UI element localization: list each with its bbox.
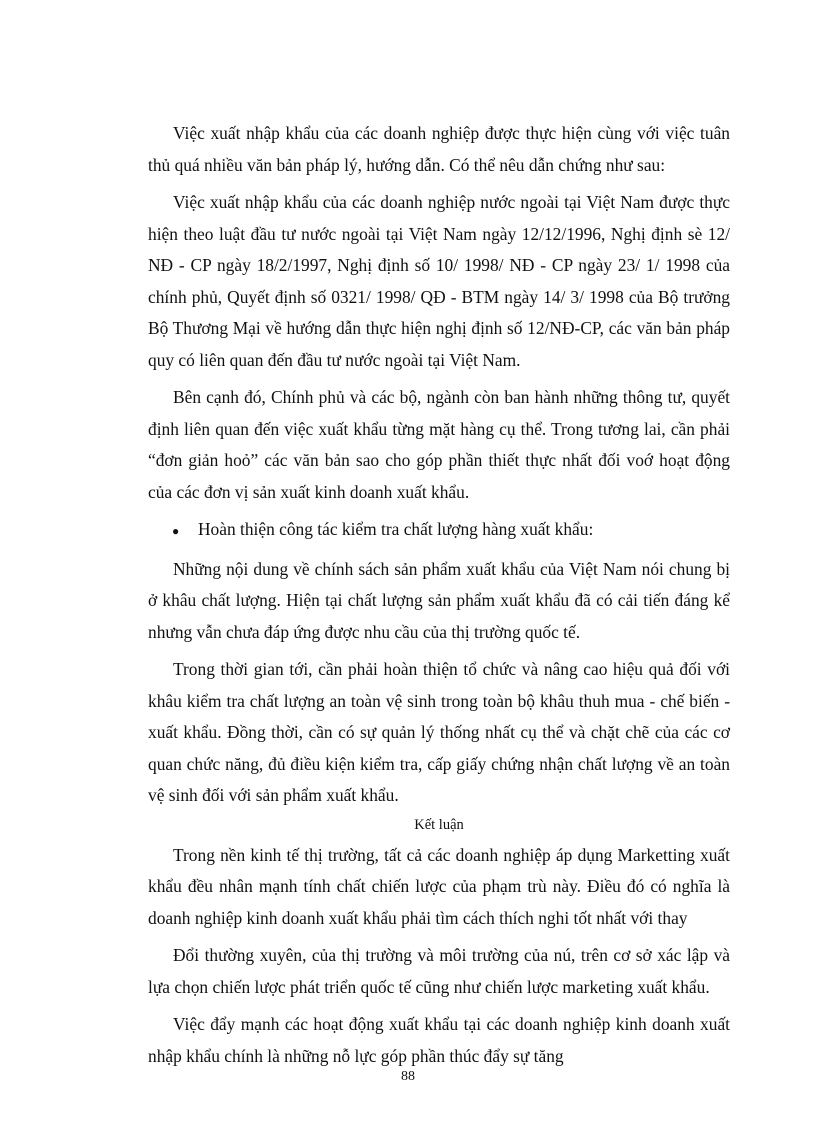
paragraph-4: Những nội dung về chính sách sản phẩm xuất khẩu của Việt Nam nói chung bị ở khâu chất lượng. Hiện tại chất lượng sản phẩm xuất khẩu đã có cải tiến đáng kể nhưng vẫn chưa đáp ứng được nhu cầu của thị trường quốc tế. [148, 558, 730, 642]
paragraph-3: Bên cạnh đó, Chính phủ và các bộ, ngành còn ban hành những thông tư, quyết định liên quan đến việc xuất khẩu từng mặt hàng cụ thể. Trong tương lai, cần phải “đơn giản hoỏ” các văn bản sao cho góp phần thiết thực nhất đối voớ hoạt động của các đơn vị sản xuất kinh doanh xuất khẩu. [148, 387, 730, 502]
page-number: 88 [401, 1069, 415, 1084]
paragraph-1: Việc xuất nhập khẩu của các doanh nghiệp được thực hiện cùng với việc tuân thủ quá nhiều văn bản pháp lý, hướng dẫn. Có thể nêu dẫn chứng như sau: [148, 123, 730, 175]
bullet-item [148, 514, 730, 548]
paragraph-7: Đổi thường xuyên, của thị trường và môi trường của nú, trên cơ sở xác lập và lựa chọn chiến lược phát triển quốc tế cũng như chiến lược marketing xuất khẩu. [148, 945, 730, 997]
bullet-text: Hoàn thiện công tác kiểm tra chất lượng hàng xuất khẩu: [198, 519, 594, 539]
bullet-dot-icon: ● [172, 524, 180, 538]
section-heading: Kết luận [414, 816, 464, 833]
paragraph-2: Việc xuất nhập khẩu của các doanh nghiệp nước ngoài tại Việt Nam được thực hiện theo luật đầu tư nước ngoài tại Việt Nam ngày 12/12/1996, Nghị định sè 12/ NĐ - CP ngày 18/2/1997, Nghị định số 10/ 1998/ NĐ - CP ngày 23/ 1/ 1998 của chính phủ, Quyết định số 0321/ 1998/ QĐ - BTM ngày 14/ 3/ 1998 của Bộ trưởng Bộ Thương Mại về hướng dẫn thực hiện nghị định số 12/NĐ-CP, các văn bản pháp quy có liên quan đến đầu tư nước ngoài tại Việt Nam. [148, 192, 730, 370]
paragraph-8: Việc đẩy mạnh các hoạt động xuất khẩu tại các doanh nghiệp kinh doanh xuất nhập khẩu chính là những nỗ lực góp phần thúc đẩy sự tăng [148, 1014, 730, 1066]
paragraph-6: Trong nền kinh tế thị trường, tất cả các doanh nghiệp áp dụng Marketting xuất khẩu đều nhân mạnh tính chất chiến lược của phạm trù này. Điều đó có nghĩa là doanh nghiệp kinh doanh xuất khẩu phải tìm cách thích nghi tốt nhất với thay [148, 844, 730, 928]
document-body [148, 118, 730, 1078]
paragraph-5: Trong thời gian tới, cần phải hoàn thiện tổ chức và nâng cao hiệu quả đối với khâu kiểm tra chất lượng an toàn vệ sinh trong toàn bộ khâu thuh mua - chế biến - xuất khẩu. Đồng thời, cần có sự quản lý thống nhất cụ thể và chặt chẽ của các cơ quan chức năng, đủ điều kiện kiểm tra, cấp giấy chứng nhận chất lượng về an toàn vệ sinh đối với sản phẩm xuất khẩu. [148, 659, 730, 805]
